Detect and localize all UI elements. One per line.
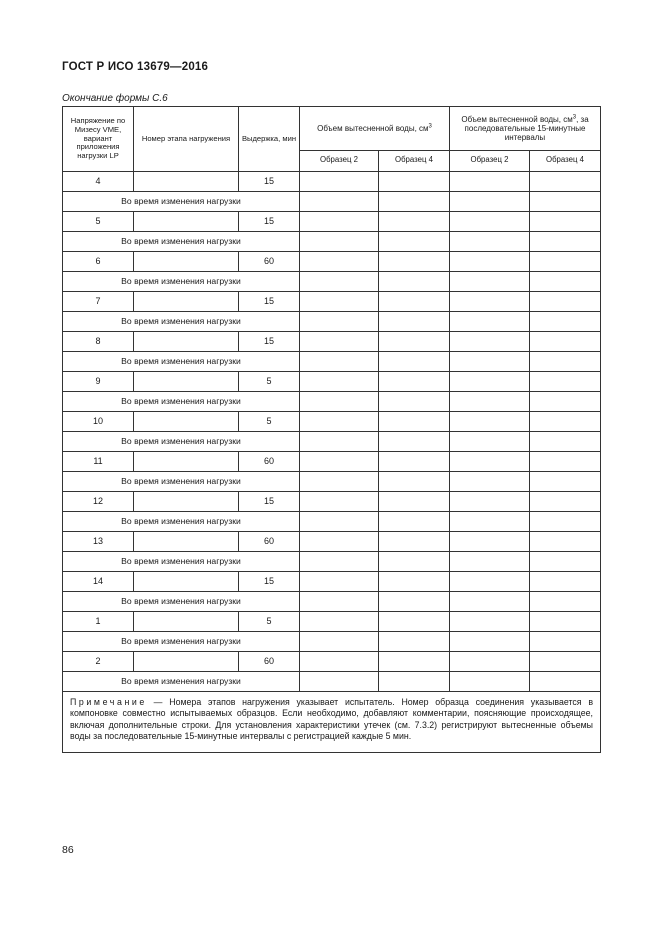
sample2-volume-cell [300, 512, 379, 532]
stage-cell [134, 492, 239, 512]
sample2-interval-cell [450, 372, 530, 392]
stage-cell [134, 532, 239, 552]
load-point-cell: 1 [63, 612, 134, 632]
sample2-volume-cell [300, 372, 379, 392]
sample4-volume-cell [379, 532, 450, 552]
load-point-cell: 11 [63, 452, 134, 472]
sample2-interval-cell [450, 672, 530, 692]
sample4-volume-cell [379, 372, 450, 392]
sample2-interval-cell [450, 472, 530, 492]
table-row [63, 372, 601, 392]
load-change-label: Во время изменения нагрузки [63, 672, 300, 692]
load-point-cell: 4 [63, 172, 134, 192]
table-row-change [63, 192, 601, 212]
hold-cell: 15 [239, 332, 300, 352]
table-row [63, 212, 601, 232]
sample4-interval-cell [530, 192, 601, 212]
sample2-volume-cell [300, 252, 379, 272]
sample4-interval-cell [530, 592, 601, 612]
sample4-volume-cell [379, 592, 450, 612]
sample2-volume-cell [300, 272, 379, 292]
sample4-volume-cell [379, 512, 450, 532]
sample2-volume-cell [300, 192, 379, 212]
sample2-volume-cell [300, 432, 379, 452]
table-row-change [63, 552, 601, 572]
load-point-cell: 10 [63, 412, 134, 432]
stage-cell [134, 572, 239, 592]
col-header-stage: Номер этапа нагружения [134, 107, 239, 172]
hold-cell: 15 [239, 212, 300, 232]
load-point-cell: 2 [63, 652, 134, 672]
sample4-volume-cell [379, 272, 450, 292]
sample2-interval-cell [450, 552, 530, 572]
table-row [63, 332, 601, 352]
load-change-label: Во время изменения нагрузки [63, 472, 300, 492]
stage-cell [134, 612, 239, 632]
load-change-label: Во время изменения нагрузки [63, 432, 300, 452]
sample2-volume-cell [300, 472, 379, 492]
load-change-label: Во время изменения нагрузки [63, 592, 300, 612]
hold-cell: 60 [239, 532, 300, 552]
sample2-volume-cell [300, 232, 379, 252]
hold-cell: 15 [239, 292, 300, 312]
sample2-volume-cell [300, 412, 379, 432]
load-change-label: Во время изменения нагрузки [63, 312, 300, 332]
col-header-volume-interval [450, 107, 601, 151]
col-header-volume-sup: 3 [428, 123, 432, 130]
load-change-label: Во время изменения нагрузки [63, 512, 300, 532]
note-label: Примечание [70, 697, 147, 707]
sample2-volume-cell [300, 352, 379, 372]
sample4-interval-cell [530, 632, 601, 652]
table-row-change [63, 512, 601, 532]
sample4-interval-cell [530, 652, 601, 672]
sample4-interval-cell [530, 572, 601, 592]
col-header-interval-sample2: Образец 2 [450, 150, 530, 171]
sample2-interval-cell [450, 212, 530, 232]
stage-cell [134, 452, 239, 472]
sample4-volume-cell [379, 232, 450, 252]
sample2-interval-cell [450, 632, 530, 652]
form-caption: Окончание формы С.6 [62, 93, 168, 104]
sample4-volume-cell [379, 452, 450, 472]
table-row-change [63, 272, 601, 292]
sample2-volume-cell [300, 552, 379, 572]
load-point-cell: 9 [63, 372, 134, 392]
table-row [63, 652, 601, 672]
load-point-cell: 5 [63, 212, 134, 232]
sample2-interval-cell [450, 392, 530, 412]
sample2-volume-cell [300, 652, 379, 672]
sample4-volume-cell [379, 212, 450, 232]
table-row [63, 492, 601, 512]
sample4-volume-cell [379, 252, 450, 272]
sample2-interval-cell [450, 252, 530, 272]
table-row-change [63, 472, 601, 492]
sample4-volume-cell [379, 172, 450, 192]
sample2-volume-cell [300, 392, 379, 412]
sample4-interval-cell [530, 232, 601, 252]
sample2-volume-cell [300, 452, 379, 472]
hold-cell: 5 [239, 372, 300, 392]
table-note [63, 692, 601, 753]
sample2-interval-cell [450, 172, 530, 192]
sample4-volume-cell [379, 572, 450, 592]
col-header-stress: Напряжение по Мизесу VME, вариант приложения нагрузки LP [63, 107, 134, 172]
sample4-interval-cell [530, 512, 601, 532]
hold-cell: 60 [239, 452, 300, 472]
sample2-volume-cell [300, 212, 379, 232]
load-point-cell: 13 [63, 532, 134, 552]
sample2-volume-cell [300, 612, 379, 632]
table-row-change [63, 592, 601, 612]
sample2-interval-cell [450, 292, 530, 312]
sample4-volume-cell [379, 672, 450, 692]
table-row [63, 572, 601, 592]
sample2-volume-cell [300, 332, 379, 352]
sample4-volume-cell [379, 332, 450, 352]
sample4-interval-cell [530, 612, 601, 632]
sample4-interval-cell [530, 552, 601, 572]
hold-cell: 60 [239, 652, 300, 672]
load-change-label: Во время изменения нагрузки [63, 392, 300, 412]
table-row [63, 172, 601, 192]
page-number: 86 [62, 844, 74, 856]
col-header-volume [300, 107, 450, 151]
stage-cell [134, 172, 239, 192]
table-row [63, 612, 601, 632]
sample4-volume-cell [379, 392, 450, 412]
sample4-volume-cell [379, 192, 450, 212]
stage-cell [134, 372, 239, 392]
col-header-hold: Выдержка, мин [239, 107, 300, 172]
stage-cell [134, 332, 239, 352]
stage-cell [134, 292, 239, 312]
form-table [62, 106, 601, 753]
col-header-interval-suffix: , за последовательные 15-минутные интервалы [464, 114, 589, 142]
sample4-volume-cell [379, 352, 450, 372]
sample2-volume-cell [300, 572, 379, 592]
table-row-change [63, 352, 601, 372]
sample2-interval-cell [450, 232, 530, 252]
table-row-change [63, 672, 601, 692]
load-change-label: Во время изменения нагрузки [63, 352, 300, 372]
table-row [63, 532, 601, 552]
stage-cell [134, 212, 239, 232]
table-row [63, 292, 601, 312]
sample2-volume-cell [300, 492, 379, 512]
sample2-interval-cell [450, 532, 530, 552]
sample4-interval-cell [530, 312, 601, 332]
hold-cell: 15 [239, 172, 300, 192]
col-header-interval-sup: 3 [572, 113, 577, 120]
col-header-volume-text: Объем вытесненной воды, см [317, 123, 429, 133]
stage-cell [134, 652, 239, 672]
sample2-volume-cell [300, 292, 379, 312]
hold-cell: 5 [239, 612, 300, 632]
sample2-interval-cell [450, 612, 530, 632]
sample2-volume-cell [300, 312, 379, 332]
sample2-volume-cell [300, 632, 379, 652]
hold-cell: 15 [239, 492, 300, 512]
sample2-interval-cell [450, 512, 530, 532]
sample4-volume-cell [379, 552, 450, 572]
sample4-interval-cell [530, 392, 601, 412]
table-row-change [63, 632, 601, 652]
sample4-interval-cell [530, 532, 601, 552]
col-header-interval-sample4: Образец 4 [530, 150, 601, 171]
load-change-label: Во время изменения нагрузки [63, 632, 300, 652]
sample4-interval-cell [530, 292, 601, 312]
sample2-volume-cell [300, 672, 379, 692]
sample2-interval-cell [450, 592, 530, 612]
sample4-interval-cell [530, 252, 601, 272]
col-header-sample2: Образец 2 [300, 150, 379, 171]
stage-cell [134, 412, 239, 432]
sample4-interval-cell [530, 412, 601, 432]
sample4-volume-cell [379, 612, 450, 632]
table-row-change [63, 432, 601, 452]
load-point-cell: 12 [63, 492, 134, 512]
sample4-volume-cell [379, 652, 450, 672]
sample2-volume-cell [300, 532, 379, 552]
table-row-change [63, 312, 601, 332]
sample2-interval-cell [450, 272, 530, 292]
sample4-interval-cell [530, 492, 601, 512]
table-row [63, 452, 601, 472]
sample4-volume-cell [379, 632, 450, 652]
sample4-volume-cell [379, 432, 450, 452]
load-point-cell: 8 [63, 332, 134, 352]
hold-cell: 15 [239, 572, 300, 592]
sample2-interval-cell [450, 492, 530, 512]
load-point-cell: 14 [63, 572, 134, 592]
sample2-interval-cell [450, 352, 530, 372]
sample4-interval-cell [530, 432, 601, 452]
sample4-interval-cell [530, 172, 601, 192]
sample4-volume-cell [379, 472, 450, 492]
sample2-interval-cell [450, 652, 530, 672]
col-header-sample4: Образец 4 [379, 150, 450, 171]
note-text: — Номера этапов нагружения указывает испытатель. Номер образца соединения указывается в компоновке совместно испытываемых образцов. Если необходимо, добавляют комментарии, поясняющие происходящее, включая дополнительные строки. Для установления характеристики утечек (см. 7.3.2) регистрируют вытесненные объемы воды за последовательные 15-минутные интервалы с регистрацией каждые 5 мин. [70, 697, 593, 742]
sample2-interval-cell [450, 332, 530, 352]
sample4-interval-cell [530, 452, 601, 472]
load-change-label: Во время изменения нагрузки [63, 272, 300, 292]
sample2-volume-cell [300, 172, 379, 192]
sample4-volume-cell [379, 412, 450, 432]
stage-cell [134, 252, 239, 272]
table-row [63, 252, 601, 272]
sample2-interval-cell [450, 412, 530, 432]
load-change-label: Во время изменения нагрузки [63, 232, 300, 252]
hold-cell: 5 [239, 412, 300, 432]
load-change-label: Во время изменения нагрузки [63, 552, 300, 572]
sample2-interval-cell [450, 192, 530, 212]
sample4-interval-cell [530, 212, 601, 232]
hold-cell: 60 [239, 252, 300, 272]
sample4-interval-cell [530, 372, 601, 392]
sample2-volume-cell [300, 592, 379, 612]
load-point-cell: 7 [63, 292, 134, 312]
table-row-change [63, 392, 601, 412]
table-body [63, 172, 601, 692]
sample4-interval-cell [530, 352, 601, 372]
sample4-volume-cell [379, 312, 450, 332]
sample2-interval-cell [450, 452, 530, 472]
sample2-interval-cell [450, 572, 530, 592]
sample4-interval-cell [530, 332, 601, 352]
col-header-interval-text: Объем вытесненной воды, см [461, 114, 573, 124]
load-change-label: Во время изменения нагрузки [63, 192, 300, 212]
table-row-change [63, 232, 601, 252]
sample2-interval-cell [450, 432, 530, 452]
sample4-volume-cell [379, 492, 450, 512]
load-point-cell: 6 [63, 252, 134, 272]
sample4-interval-cell [530, 672, 601, 692]
sample4-volume-cell [379, 292, 450, 312]
sample4-interval-cell [530, 272, 601, 292]
sample2-interval-cell [450, 312, 530, 332]
document-title: ГОСТ Р ИСО 13679—2016 [62, 61, 209, 73]
sample4-interval-cell [530, 472, 601, 492]
table-row [63, 412, 601, 432]
